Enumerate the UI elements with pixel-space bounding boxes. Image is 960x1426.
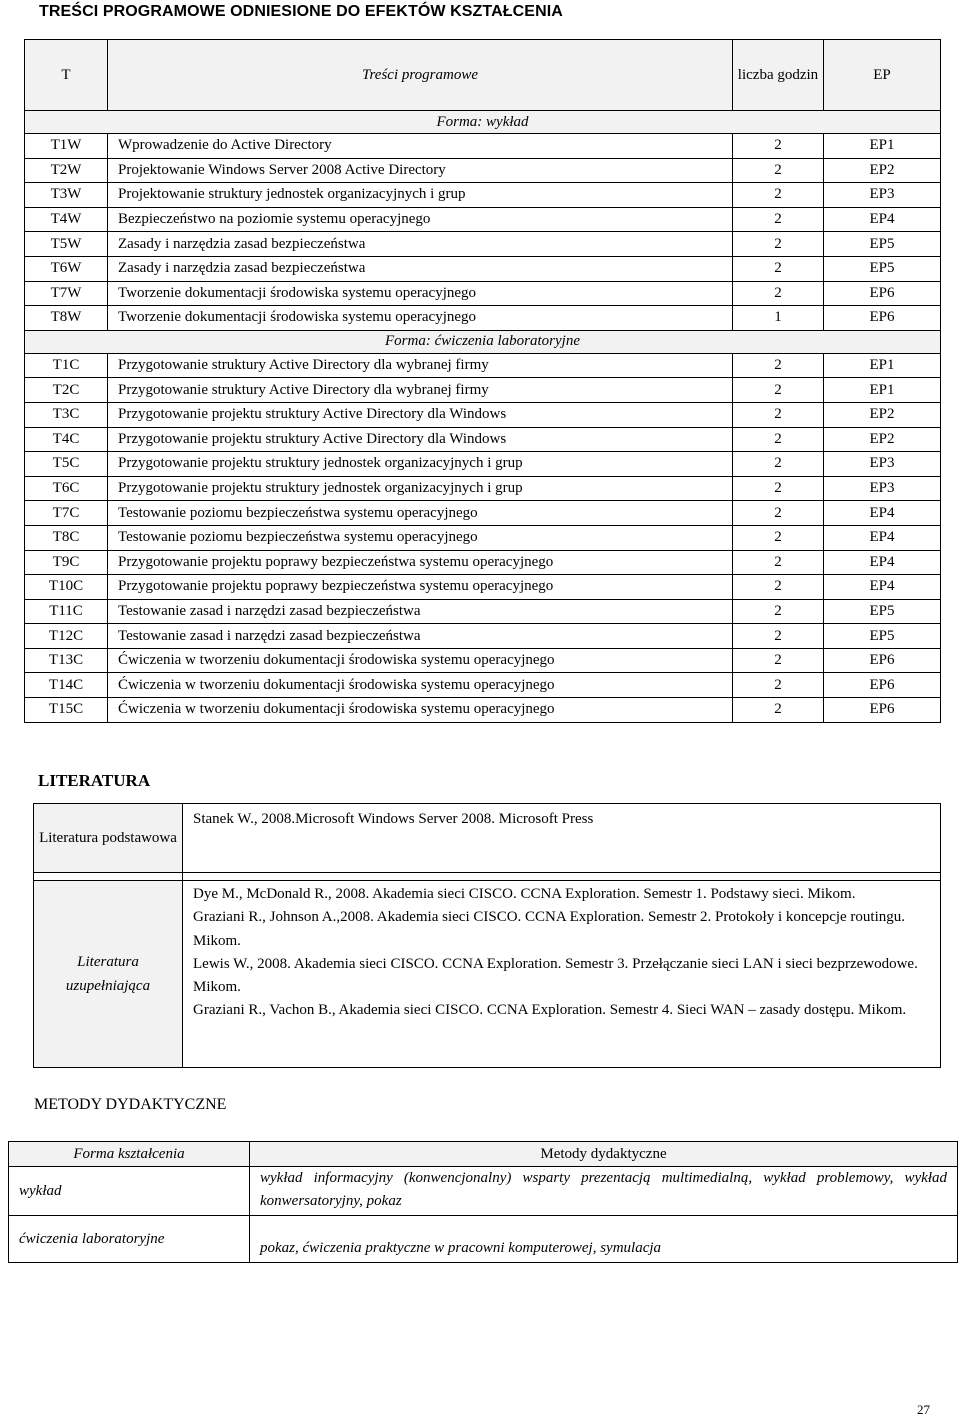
literatura-extra-row: [34, 881, 941, 1068]
topic-text: Wprowadzenie do Active Directory: [108, 134, 733, 159]
topic-ep: EP4: [824, 550, 941, 575]
topic-ep: EP2: [824, 402, 941, 427]
topic-id: T12C: [25, 624, 108, 649]
topic-hours: 2: [733, 648, 824, 673]
topic-text: Testowanie poziomu bezpieczeństwa systemu operacyjnego: [108, 525, 733, 550]
table-row: [25, 550, 941, 575]
table-row: [25, 134, 941, 159]
topic-hours: 2: [733, 427, 824, 452]
literatura-item: Dye M., McDonald R., 2008. Akademia sieci CISCO. CCNA Exploration. Semestr 1. Podstawy sieci. Mikom.: [193, 886, 856, 902]
header-topic: Treści programowe: [108, 40, 733, 111]
literatura-table: [33, 803, 941, 1068]
topic-text: Bezpieczeństwo na poziomie systemu operacyjnego: [108, 207, 733, 232]
topic-hours: 2: [733, 575, 824, 600]
topic-text: Przygotowanie struktury Active Directory dla wybranej firmy: [108, 353, 733, 378]
topic-id: T6W: [25, 256, 108, 281]
topic-text: Projektowanie Windows Server 2008 Active Directory: [108, 158, 733, 183]
topic-ep: EP4: [824, 525, 941, 550]
table-row: [25, 183, 941, 208]
topic-ep: EP4: [824, 501, 941, 526]
topic-hours: 2: [733, 476, 824, 501]
topic-id: T15C: [25, 698, 108, 723]
topic-hours: 2: [733, 256, 824, 281]
topic-ep: EP5: [824, 256, 941, 281]
header-t: T: [25, 40, 108, 111]
topic-ep: EP3: [824, 476, 941, 501]
program-table: [24, 39, 941, 723]
topic-text: Przygotowanie projektu struktury jednostek organizacyjnych i grup: [108, 452, 733, 477]
literatura-basic-row: [34, 804, 941, 873]
topic-ep: EP2: [824, 427, 941, 452]
forma-wyklad-label: Forma: wykład: [25, 111, 941, 134]
table-row: [25, 281, 941, 306]
topic-ep: EP6: [824, 673, 941, 698]
topic-id: T11C: [25, 599, 108, 624]
topic-id: T3W: [25, 183, 108, 208]
topic-id: T1C: [25, 353, 108, 378]
topic-ep: EP5: [824, 624, 941, 649]
topic-hours: 1: [733, 306, 824, 331]
topic-ep: EP6: [824, 281, 941, 306]
topic-id: T3C: [25, 402, 108, 427]
topic-hours: 2: [733, 158, 824, 183]
header-ep: EP: [824, 40, 941, 111]
topic-text: Ćwiczenia w tworzeniu dokumentacji środowiska systemu operacyjnego: [108, 648, 733, 673]
header-hours: liczba godzin: [733, 40, 824, 111]
topic-text: Testowanie zasad i narzędzi zasad bezpieczeństwa: [108, 599, 733, 624]
topic-ep: EP3: [824, 183, 941, 208]
topic-ep: EP5: [824, 232, 941, 257]
forma-wyklad-row: [25, 111, 941, 134]
table-row: [25, 402, 941, 427]
topic-id: T8C: [25, 525, 108, 550]
topic-hours: 2: [733, 698, 824, 723]
topic-ep: EP5: [824, 599, 941, 624]
topic-ep: EP1: [824, 134, 941, 159]
forma-lab-row: [25, 330, 941, 353]
forma-lab-label: Forma: ćwiczenia laboratoryjne: [25, 330, 941, 353]
topic-hours: 2: [733, 134, 824, 159]
topic-text: Przygotowanie projektu poprawy bezpieczeństwa systemu operacyjnego: [108, 550, 733, 575]
topic-id: T5W: [25, 232, 108, 257]
topic-text: Testowanie poziomu bezpieczeństwa systemu operacyjnego: [108, 501, 733, 526]
table-row: [25, 599, 941, 624]
table-row: [25, 306, 941, 331]
section-title: TREŚCI PROGRAMOWE ODNIESIONE DO EFEKTÓW KSZTAŁCENIA: [39, 3, 563, 20]
topic-ep: EP4: [824, 575, 941, 600]
literatura-heading: LITERATURA: [38, 771, 151, 790]
table-row: [25, 501, 941, 526]
table-row: [25, 698, 941, 723]
topic-id: T8W: [25, 306, 108, 331]
table-row: [25, 575, 941, 600]
topic-id: T2W: [25, 158, 108, 183]
topic-id: T1W: [25, 134, 108, 159]
metody-col2-header: Metody dydaktyczne: [250, 1142, 958, 1167]
topic-hours: 2: [733, 452, 824, 477]
topic-hours: 2: [733, 624, 824, 649]
topic-hours: 2: [733, 378, 824, 403]
literatura-extra-label: Literatura uzupełniająca: [34, 881, 183, 1068]
topic-text: Projektowanie struktury jednostek organizacyjnych i grup: [108, 183, 733, 208]
metody-row: [9, 1167, 958, 1216]
topic-text: Testowanie zasad i narzędzi zasad bezpieczeństwa: [108, 624, 733, 649]
topic-text: Tworzenie dokumentacji środowiska systemu operacyjnego: [108, 306, 733, 331]
topic-id: T9C: [25, 550, 108, 575]
literatura-gap: [34, 873, 941, 881]
topic-text: Przygotowanie projektu struktury jednostek organizacyjnych i grup: [108, 476, 733, 501]
metody-header-row: [9, 1142, 958, 1167]
page-number: 27: [917, 1402, 930, 1417]
topic-hours: 2: [733, 281, 824, 306]
metody-col1-header: Forma kształcenia: [9, 1142, 250, 1167]
wyklad-rows: [25, 134, 941, 331]
topic-ep: EP3: [824, 452, 941, 477]
table-row: [25, 648, 941, 673]
topic-id: T6C: [25, 476, 108, 501]
topic-ep: EP4: [824, 207, 941, 232]
literatura-item: Graziani R., Johnson A.,2008. Akademia sieci CISCO. CCNA Exploration. Semestr 2. Protokoły i koncepcje routingu. Mikom.: [193, 909, 906, 949]
topic-id: T4W: [25, 207, 108, 232]
table-row: [25, 673, 941, 698]
topic-id: T4C: [25, 427, 108, 452]
topic-ep: EP6: [824, 648, 941, 673]
topic-id: T13C: [25, 648, 108, 673]
topic-id: T14C: [25, 673, 108, 698]
topic-hours: 2: [733, 599, 824, 624]
topic-ep: EP1: [824, 378, 941, 403]
topic-hours: 2: [733, 207, 824, 232]
table-row: [25, 624, 941, 649]
metody-form: wykład: [9, 1167, 250, 1216]
topic-text: Przygotowanie struktury Active Directory dla wybranej firmy: [108, 378, 733, 403]
table-row: [25, 256, 941, 281]
table-row: [25, 525, 941, 550]
topic-id: T7W: [25, 281, 108, 306]
topic-text: Ćwiczenia w tworzeniu dokumentacji środowiska systemu operacyjnego: [108, 698, 733, 723]
topic-hours: 2: [733, 525, 824, 550]
topic-id: T10C: [25, 575, 108, 600]
topic-text: Przygotowanie projektu poprawy bezpieczeństwa systemu operacyjnego: [108, 575, 733, 600]
topic-text: Przygotowanie projektu struktury Active Directory dla Windows: [108, 402, 733, 427]
program-header-row: [25, 40, 941, 111]
lab-rows: [25, 353, 941, 722]
topic-ep: EP1: [824, 353, 941, 378]
literatura-basic-text: Stanek W., 2008.Microsoft Windows Server 2008. Microsoft Press: [183, 804, 941, 873]
metody-row: [9, 1216, 958, 1263]
topic-text: Zasady i narzędzia zasad bezpieczeństwa: [108, 232, 733, 257]
table-row: [25, 378, 941, 403]
topic-hours: 2: [733, 673, 824, 698]
topic-hours: 2: [733, 232, 824, 257]
literatura-item: Graziani R., Vachon B., Akademia sieci CISCO. CCNA Exploration. Semestr 4. Sieci WAN – zasady dostępu. Mikom.: [193, 1002, 907, 1019]
literatura-basic-label: Literatura podstawowa: [34, 804, 183, 873]
table-row: [25, 232, 941, 257]
topic-ep: EP6: [824, 698, 941, 723]
topic-id: T7C: [25, 501, 108, 526]
table-row: [25, 353, 941, 378]
topic-text: Zasady i narzędzia zasad bezpieczeństwa: [108, 256, 733, 281]
table-row: [25, 158, 941, 183]
topic-text: Ćwiczenia w tworzeniu dokumentacji środowiska systemu operacyjnego: [108, 673, 733, 698]
topic-ep: EP2: [824, 158, 941, 183]
topic-hours: 2: [733, 353, 824, 378]
metody-methods: pokaz, ćwiczenia praktyczne w pracowni komputerowej, symulacja: [250, 1216, 958, 1263]
literatura-extra-list: [183, 881, 941, 1068]
topic-hours: 2: [733, 501, 824, 526]
topic-hours: 2: [733, 550, 824, 575]
topic-hours: 2: [733, 402, 824, 427]
metody-methods: wykład informacyjny (konwencjonalny) wsparty prezentacją multimedialną, wykład problemowy, wykład konwersatoryjny, pokaz: [250, 1167, 958, 1216]
topic-hours: 2: [733, 183, 824, 208]
table-row: [25, 427, 941, 452]
topic-text: Tworzenie dokumentacji środowiska systemu operacyjnego: [108, 281, 733, 306]
topic-ep: EP6: [824, 306, 941, 331]
literatura-item: Lewis W., 2008. Akademia sieci CISCO. CCNA Exploration. Semestr 3. Przełączanie sieci LAN i sieci bezprzewodowe. Mikom.: [193, 955, 918, 996]
topic-text: Przygotowanie projektu struktury Active Directory dla Windows: [108, 427, 733, 452]
table-row: [25, 452, 941, 477]
table-row: [25, 207, 941, 232]
topic-id: T2C: [25, 378, 108, 403]
metody-form: ćwiczenia laboratoryjne: [9, 1216, 250, 1263]
topic-id: T5C: [25, 452, 108, 477]
table-row: [25, 476, 941, 501]
metody-heading: METODY DYDAKTYCZNE: [34, 1096, 227, 1113]
metody-table: [8, 1141, 958, 1263]
